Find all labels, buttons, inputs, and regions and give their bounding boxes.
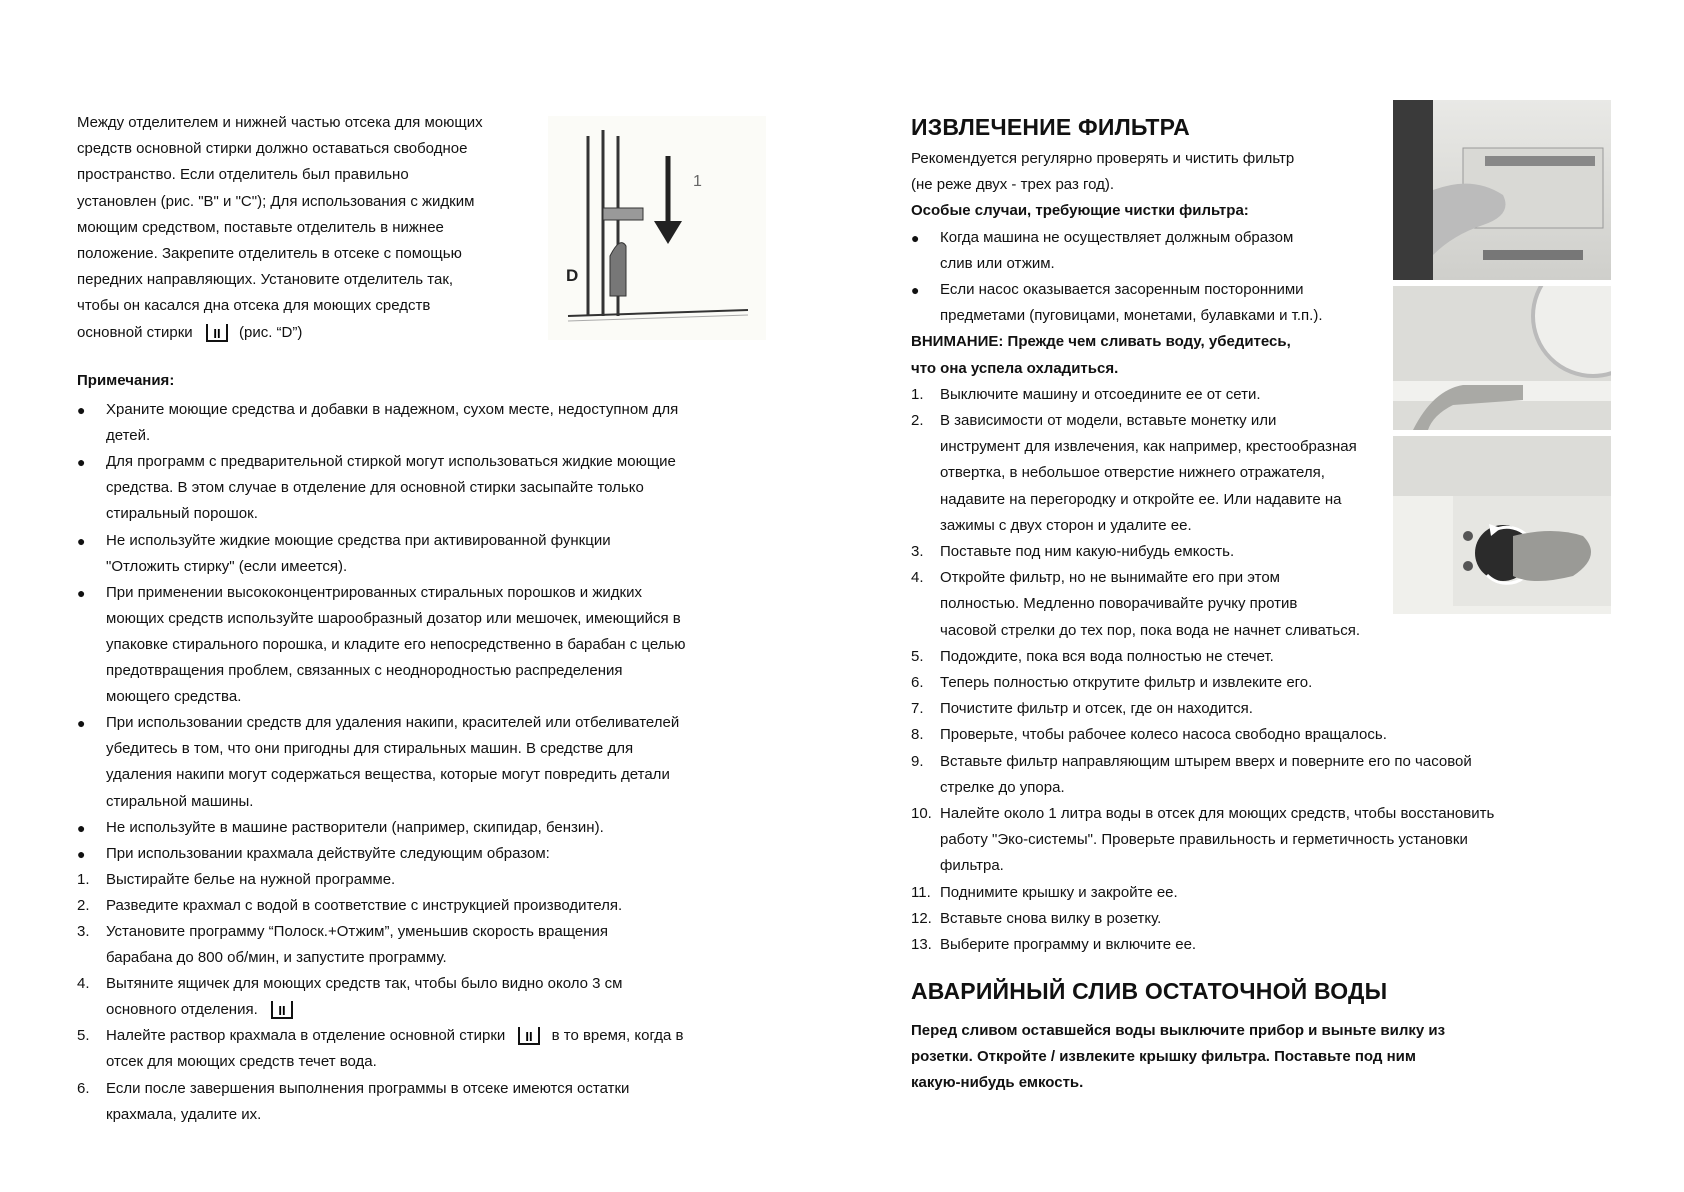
intro-line: положение. Закрепите отделитель в отсеке с помощью — [77, 245, 462, 263]
filter-step — [911, 932, 1611, 958]
step-number: 8. — [911, 726, 924, 744]
step-number: 13. — [911, 936, 932, 954]
warning-text: ВНИМАНИЕ: Прежде чем сливать воду, убедитесь, — [911, 333, 1291, 351]
notes-section — [77, 368, 757, 1128]
photo-filter-unscrew — [1393, 436, 1611, 614]
bullet-icon: ● — [77, 584, 86, 601]
step-line: Проверьте, чтобы рабочее колесо насоса свободно вращалось. — [940, 726, 1387, 744]
notes-title: Примечания: — [77, 372, 175, 389]
filter-step — [911, 644, 1611, 670]
main-wash-compartment-icon — [205, 323, 229, 343]
intro-line: установлен (рис. "B" и "C"); Для использования с жидким — [77, 192, 475, 210]
bullet-icon: ● — [77, 532, 86, 549]
step-line: Почистите фильтр и отсек, где он находится. — [940, 700, 1253, 718]
bullet-icon: ● — [77, 845, 86, 862]
step-number: 11. — [911, 883, 931, 901]
step-line: отвертка, в небольшое отверстие нижнего отражателя, — [940, 464, 1325, 482]
step-number: 9. — [911, 752, 924, 770]
step-line: В зависимости от модели, вставьте монетку или — [940, 412, 1277, 430]
step-number: 6. — [911, 674, 924, 692]
list-item: ● Не используйте в машине растворители (например, скипидар, бензин). — [77, 815, 757, 841]
starch-step: 3. Установите программу “Полоск.+Отжим”, уменьшив скорость вращения барабана до 800 об/мин, и запустите программу. — [77, 922, 609, 967]
filter-step — [911, 801, 1611, 880]
step-line: Теперь полностью открутите фильтр и извлеките его. — [940, 674, 1313, 692]
step-number: 3. — [911, 543, 924, 561]
list-item: ● Храните моющие средства и добавки в надежном, сухом месте, недоступном для детей. — [77, 397, 757, 449]
step-number: 7. — [911, 700, 924, 718]
filter-step — [911, 722, 1611, 748]
filter-removal-section: ИЗВЛЕЧЕНИЕ ФИЛЬТРА Рекомендуется регулярно проверять и чистить фильтр (не реже двух - трех раз год). Особые случаи, требующие чистки фильтра: ● Когда машина не осуществляет должным образом слив или отжим. ● Если насос оказывается засоренным посторонними предметами (пуговицами, монетами, булавками и т.п.). ВНИМАНИЕ: Прежде чем сливать воду, убедитесь, что она успела охладиться. 1. Выключите машину и отсоедините ее от сети. 2. В зависимости от модели, вставьте монетку или инструмент для извлечения, как например, крестообразная отвертка, в небольшое отверстие нижнего отражателя, надавите на перегородку и откройте ее. Или надавите на зажимы с двух сторон и удалите ее. 3. Поставьте под ним какую-нибудь емкость. 4. Откройте фильтр, но не вынимайте его при этом полностью. Медленно поворачивайте ручку против часовой стрелки до тех пор, пока вода не начнет сливаться. 5. Подождите, пока вся вода полностью не стечет. 6. Теперь полностью открутите фильтр и извлеките его. 7. Почистите фильтр и отсек, где он находится. 8. Проверьте, чтобы рабочее колесо насоса свободно вращалось. 9. Вставьте фильтр направляющим штырем вверх и поверните его по часовой стрелке до упора. 10. Налейте около 1 литра воды в отсек для моющих средств, чтобы восстановить работу "Эко-системы". Проверьте правильность и герметичность установки фильтра. 11. Поднимите крышку и закройте ее. 12. Вставьте снова вилку в розетку. 13. Выберите программу и включите ее. — [911, 112, 1611, 958]
intro-line: пространство. Если отделитель был правильно — [77, 166, 409, 184]
figure-d-label: D — [566, 266, 579, 285]
step-line: Выключите машину и отсоедините ее от сети. — [940, 385, 1261, 403]
step-number: 2. — [911, 412, 924, 430]
step-line: Поставьте под ним какую-нибудь емкость. — [940, 543, 1235, 561]
filter-step — [911, 749, 1611, 801]
main-wash-compartment-icon — [517, 1026, 541, 1046]
figure-d-arrow-label: 1 — [693, 173, 702, 190]
special-cases-title: Особые случаи, требующие чистки фильтра: — [911, 202, 1249, 220]
step-line: часовой стрелки до тех пор, пока вода не начнет сливаться. — [940, 621, 1360, 639]
bullet-icon: ● — [911, 282, 920, 299]
step-line: надавите на перегородку и откройте ее. Или надавите на — [940, 490, 1342, 508]
list-item: ● При применении высококонцентрированных стиральных порошков и жидких моющих средств используйте шарообразный дозатор или мешочек, имеющийся в упаковке стирального порошка, и кладите его непосредственно в барабан с целью предотвращения проблем, связанных с неоднородностью распределения моющего средства. — [77, 580, 757, 710]
starch-step: 4. Вытяните ящичек для моющих средств так, чтобы было видно около 3 см основного отделения. II — [77, 975, 623, 1019]
section-title: АВАРИЙНЫЙ СЛИВ ОСТАТОЧНОЙ ВОДЫ — [911, 978, 1388, 1004]
intro-line: моющим средством, поставьте отделитель в нижнее — [77, 218, 444, 236]
step-line: Выберите программу и включите ее. — [940, 936, 1197, 954]
photo-reflector-removal — [1393, 100, 1611, 280]
starch-step: 1. Выстирайте белье на нужной программе. — [77, 870, 396, 888]
intro-line: передних направляющих. Установите отделитель так, — [77, 271, 454, 289]
step-number: 5. — [911, 647, 924, 665]
list-item: ● Когда машина не осуществляет должным образом слив или отжим. — [911, 225, 1611, 277]
list-item: ● Для программ с предварительной стиркой могут использоваться жидкие моющие средства. В этом случае в отделение для основной стирки засыпайте только стиральный порошок. — [77, 449, 757, 527]
list-item: ● Не используйте жидкие моющие средства при активированной функции "Отложить стирку" (если имеется). — [77, 528, 757, 580]
step-line: стрелке до упора. — [940, 778, 1065, 796]
step-line: полностью. Медленно поворачивайте ручку против — [940, 595, 1298, 613]
filter-step — [911, 670, 1611, 696]
bullet-icon: ● — [77, 454, 86, 471]
bullet-icon: ● — [77, 819, 86, 836]
step-number: 12. — [911, 909, 932, 927]
bullet-icon: ● — [77, 402, 86, 419]
list-item: ● При использовании крахмала действуйте следующим образом: — [77, 841, 757, 867]
figure-d-separator-illustration — [548, 116, 766, 340]
step-line: Налейте около 1 литра воды в отсек для моющих средств, чтобы восстановить — [940, 805, 1495, 823]
step-line: зажимы с двух сторон и удалите ее. — [940, 516, 1192, 534]
step-line: Поднимите крышку и закройте ее. — [940, 883, 1178, 901]
step-number: 1. — [911, 385, 924, 403]
warning-text: что она успела охладиться. — [911, 359, 1119, 377]
step-line: фильтра. — [940, 857, 1004, 875]
section-title: ИЗВЛЕЧЕНИЕ ФИЛЬТРА — [911, 114, 1190, 140]
bullet-icon: ● — [911, 229, 920, 246]
photo-filter-cover-open — [1393, 286, 1611, 430]
step-line: Вставьте фильтр направляющим штырем вверх и поверните его по часовой — [940, 752, 1472, 770]
intro-line: Между отделителем и нижней частью отсека для моющих — [77, 114, 483, 131]
bullet-icon: ● — [77, 715, 86, 732]
svg-text:II: II — [278, 1003, 286, 1019]
list-item: ● Если насос оказывается засоренным посторонними предметами (пуговицами, монетами, булавками и т.п.). — [911, 277, 1611, 329]
filter-step — [911, 906, 1611, 932]
starch-step: 2. Разведите крахмал с водой в соответствие с инструкцией производителя. — [77, 896, 623, 914]
intro-line: основной стирки II (рис. “D”) — [77, 323, 303, 341]
list-item: ● При использовании средств для удаления накипи, красителей или отбеливателей убедитесь в том, что они пригодны для стиральных машин. В средстве для удаления накипи могут содержаться вещества, которые могут повредить детали стиральной машины. — [77, 710, 757, 814]
step-line: Подождите, пока вся вода полностью не стечет. — [940, 647, 1274, 665]
emergency-drain-section: АВАРИЙНЫЙ СЛИВ ОСТАТОЧНОЙ ВОДЫ Перед сливом оставшейся воды выключите прибор и выньте вилку из розетки. Откройте / извлеките крышку фильтра. Поставьте под ним какую-нибудь емкость. — [911, 976, 1611, 1097]
filter-step — [911, 880, 1611, 906]
main-wash-compartment-icon — [270, 1000, 294, 1020]
step-line: Вставьте снова вилку в розетку. — [940, 909, 1162, 927]
step-line: инструмент для извлечения, как например, крестообразная — [940, 438, 1357, 456]
step-line: работу "Эко-системы". Проверьте правильность и герметичность установки — [940, 831, 1468, 849]
starch-step: 6. Если после завершения выполнения программы в отсеке имеются остатки крахмала, удалите их. — [77, 1079, 630, 1123]
svg-text:II: II — [213, 325, 221, 341]
step-line: Откройте фильтр, но не вынимайте его при этом — [940, 569, 1280, 587]
intro-line: чтобы он касался дна отсека для моющих средств — [77, 297, 431, 315]
step-number: 4. — [911, 569, 924, 587]
intro-paragraph — [77, 110, 547, 346]
starch-step: 5. Налейте раствор крахмала в отделение основной стирки II в то время, когда в отсек для моющих средств течет вода. — [77, 1027, 684, 1071]
step-number: 10. — [911, 805, 932, 823]
filter-step — [911, 696, 1611, 722]
svg-text:II: II — [525, 1029, 534, 1045]
intro-line: средств основной стирки должно оставаться свободное — [77, 140, 468, 158]
